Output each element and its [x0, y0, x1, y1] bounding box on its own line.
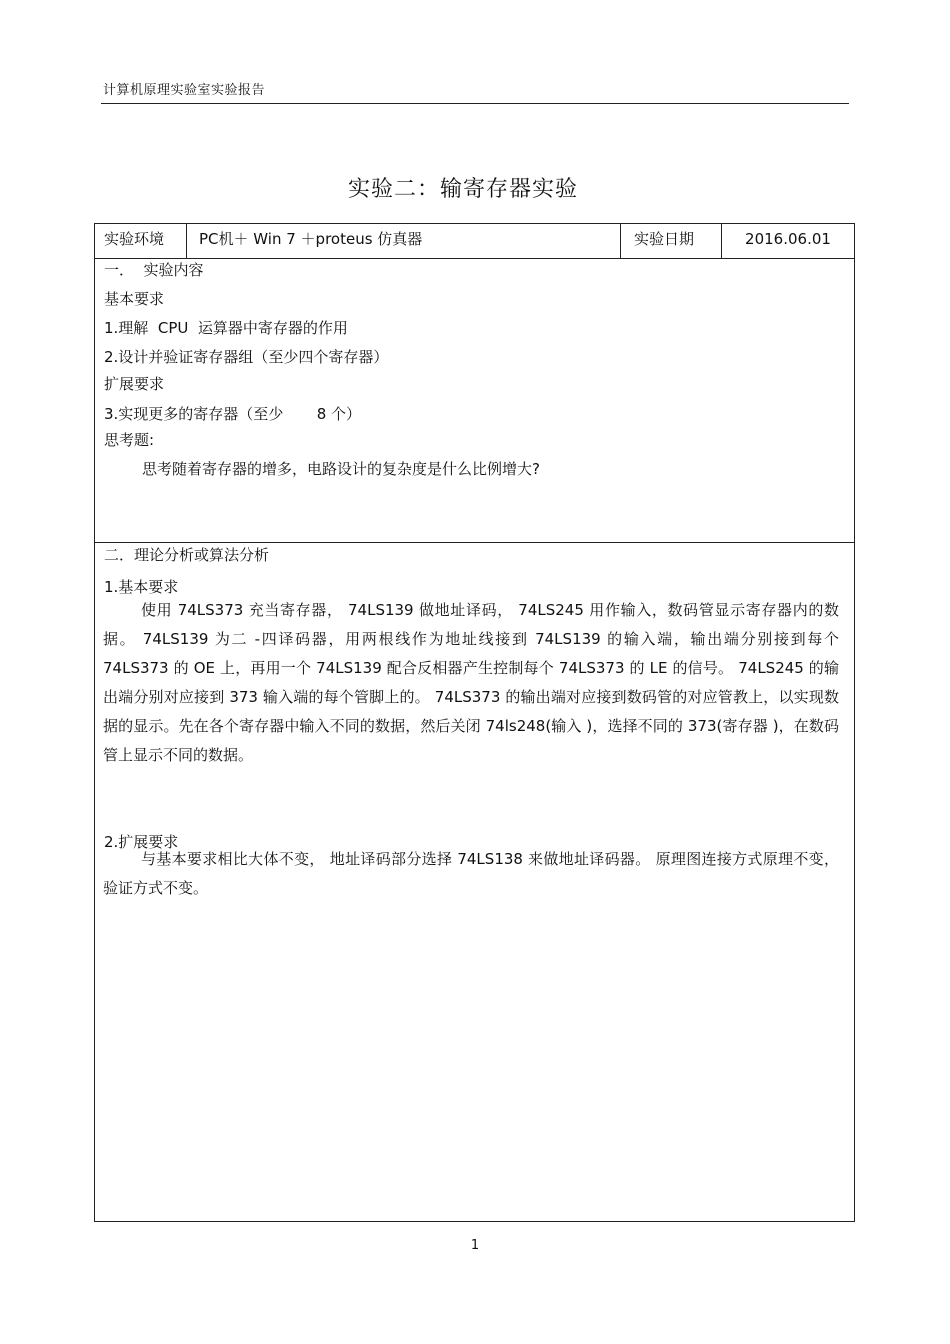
env-value-cell: PC机＋ Win 7 ＋proteus 仿真器 — [187, 224, 621, 258]
page-title: 实验二：输寄存器实验 — [347, 177, 578, 202]
date-label-cell: 实验日期 — [621, 224, 722, 258]
analysis-extended-paragraph: 与基本要求相比大体不变， 地址译码部分选择 74LS138 来做地址译码器。 原理图连接方式原理不变，验证方式不变。 — [103, 850, 839, 897]
extended-requirements-label: 扩展要求 — [104, 375, 165, 393]
requirement-item-3: 3.实现更多的寄存器（至少 8 个） — [104, 405, 362, 423]
header-divider — [101, 103, 849, 104]
environment-row — [95, 224, 854, 259]
requirement-item-2: 2.设计并验证寄存器组（至少四个寄存器） — [104, 348, 389, 366]
section2-heading: 二．理论分析或算法分析 — [104, 546, 270, 564]
experiment-content-section — [95, 259, 854, 543]
report-table — [94, 223, 855, 1222]
report-header: 计算机原理实验室实验报告 — [103, 83, 266, 98]
basic-requirements-label: 基本要求 — [104, 290, 165, 308]
thinking-question-label: 思考题: — [104, 431, 155, 449]
analysis-section — [95, 543, 854, 1221]
analysis-extended-label: 2.扩展要求 — [104, 833, 179, 851]
page-number: 1 — [470, 1238, 480, 1253]
section1-heading: 一． 实验内容 — [104, 261, 204, 279]
thinking-question-text: 思考随着寄存器的增多，电路设计的复杂度是什么比例增大? — [142, 460, 540, 478]
date-value-cell: 2016.06.01 — [745, 230, 831, 248]
requirement-item-1: 1.理解 CPU 运算器中寄存器的作用 — [104, 319, 348, 337]
env-label-cell: 实验环境 — [95, 224, 187, 258]
analysis-basic-label: 1.基本要求 — [104, 578, 179, 596]
analysis-basic-paragraph: 使用 74LS373 充当寄存器， 74LS139 做地址译码， 74LS245 用作输入，数码管显示寄存器内的数据。 74LS139 为二 -四译码器，用两根线作为地址线接到 74LS139 的输入端，输出端分别接到每个 74LS373 的 OE 上，再用一个 74LS139 配合反相器产生控制每个 74LS373 的 LE 的信号。 74LS245 的输出端分别对应接到 373 输入端的每个管脚上的。 74LS373 的输出端对应接到数码管的对应管教上，以实现数据的显示。先在各个寄存器中输入不同的数据，然后关闭 74ls248(输入 )，选择不同的 373(寄存器 )，在数码管上显示不同的数据。 — [103, 601, 839, 764]
